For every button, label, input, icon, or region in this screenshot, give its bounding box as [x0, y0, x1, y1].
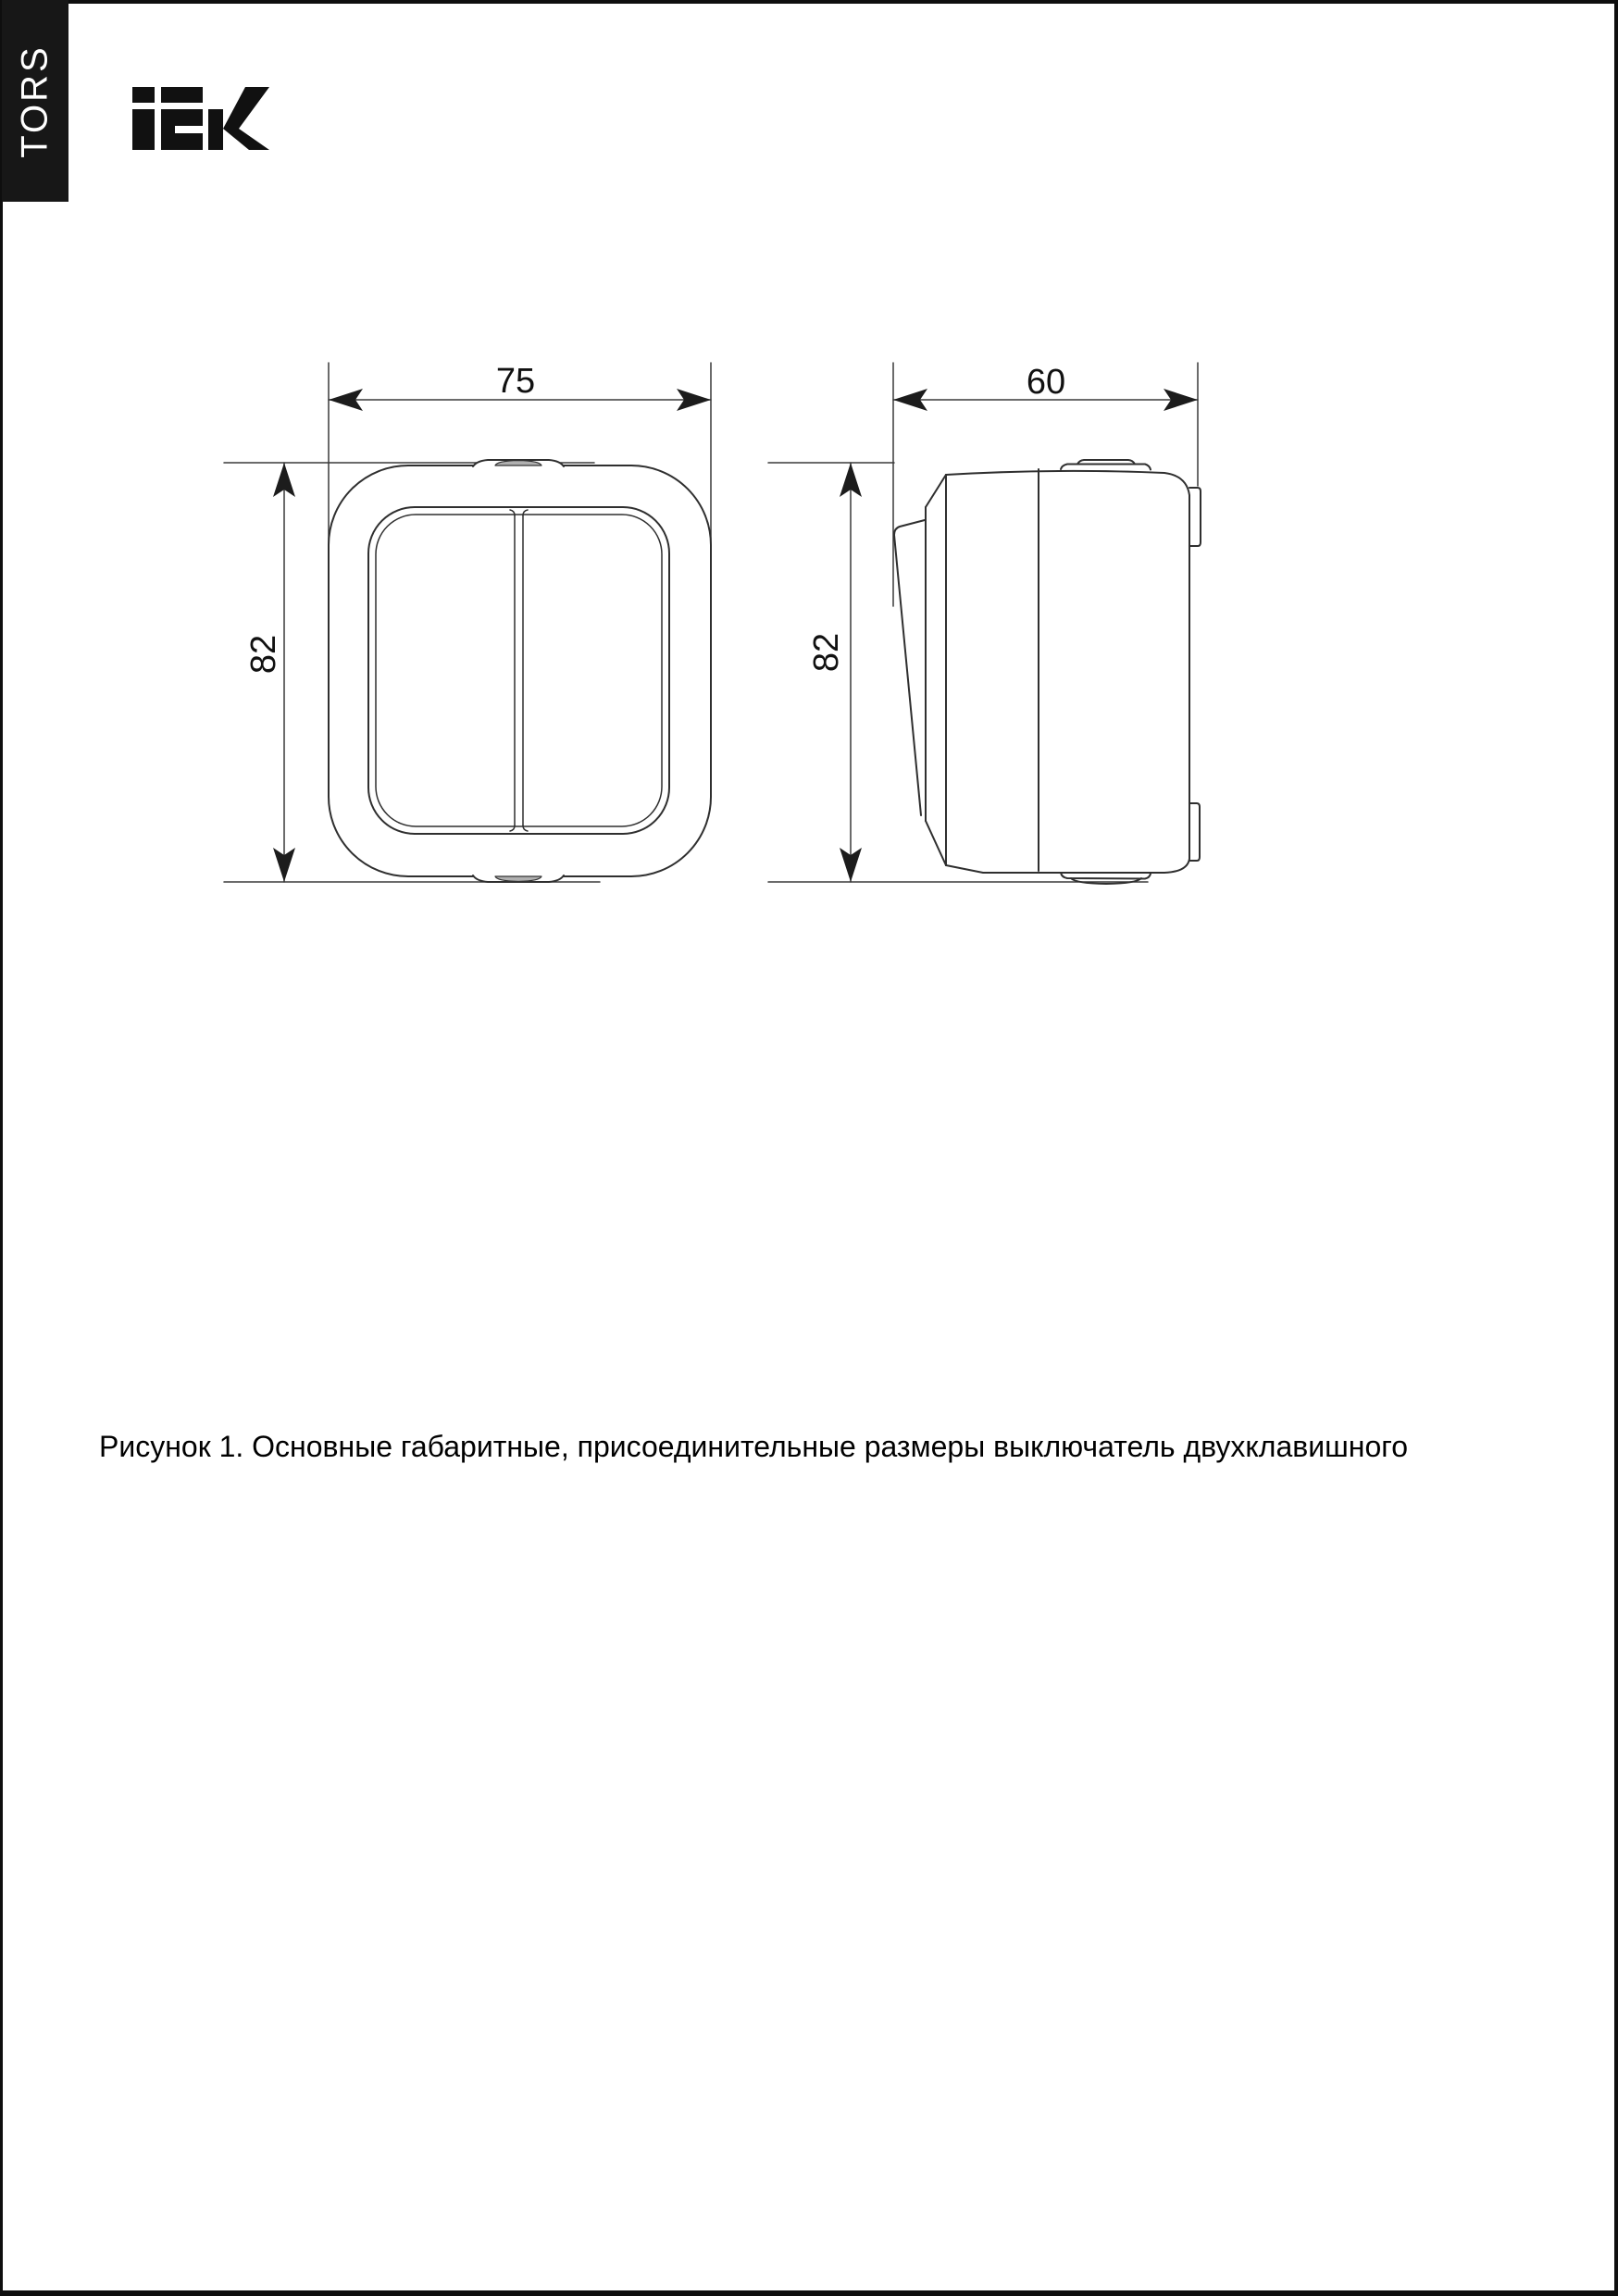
front-width-dimension-label: 75	[495, 362, 536, 401]
side-top-tab	[1061, 460, 1151, 470]
series-tab-label: TORS	[14, 43, 56, 158]
side-depth-dimension-label: 60	[1026, 363, 1066, 402]
dimension-drawings	[0, 0, 1618, 935]
figure-caption: Рисунок 1. Основные габаритные, присоединительные размеры выключатель двухклавишного	[99, 1430, 1409, 1463]
front-view-drawing	[224, 362, 711, 882]
side-body-outline	[946, 471, 1189, 873]
front-height-dimension-label: 82	[244, 634, 283, 675]
side-rocker-profile	[894, 520, 925, 815]
side-height-dimension-label: 82	[807, 632, 846, 673]
side-view-drawing	[768, 363, 1201, 884]
side-lower-clip	[1189, 803, 1200, 861]
side-bottom-bevel	[926, 821, 946, 865]
side-upper-clip	[1189, 488, 1201, 546]
side-top-bevel	[926, 475, 946, 507]
